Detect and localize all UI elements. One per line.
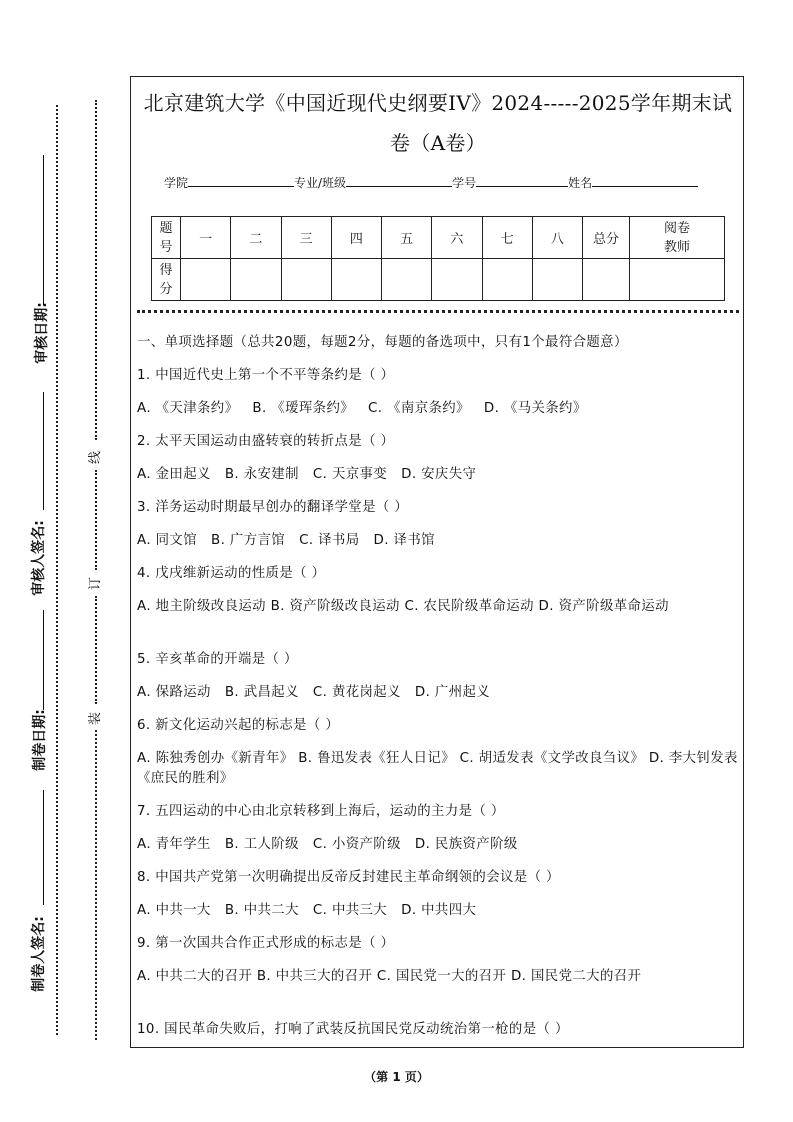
option[interactable]: D. 译书馆 bbox=[373, 533, 435, 548]
college-field[interactable] bbox=[188, 175, 294, 187]
option[interactable]: A. 同文馆 bbox=[137, 533, 198, 548]
student-info-row bbox=[164, 174, 698, 191]
option[interactable]: B. 广方言馆 bbox=[211, 533, 286, 548]
score-cell[interactable] bbox=[532, 259, 582, 301]
option[interactable]: C. 《南京条约》 bbox=[368, 401, 470, 416]
order-char: 订 bbox=[88, 576, 104, 591]
option[interactable]: D. 中共四大 bbox=[401, 903, 477, 918]
column-cell: 四 bbox=[331, 217, 381, 259]
section-heading: 一、单项选择题（总共20题，每题2分，每题的备选项中，只有1个最符合题意） bbox=[137, 335, 628, 350]
option[interactable]: A. 《天津条约》 bbox=[137, 401, 239, 416]
column-cell: 总分 bbox=[583, 217, 630, 259]
binding-line bbox=[43, 610, 44, 710]
bind-char: 装 bbox=[88, 711, 104, 726]
question-options bbox=[137, 835, 741, 855]
option[interactable]: B. 永安建制 bbox=[224, 467, 299, 482]
score-table bbox=[151, 216, 725, 301]
question-stem: 1. 中国近代史上第一个不平等条约是（ ） bbox=[137, 368, 395, 383]
score-cell[interactable] bbox=[181, 259, 231, 301]
score-cell[interactable] bbox=[331, 259, 381, 301]
column-cell: 七 bbox=[482, 217, 532, 259]
score-cell[interactable] bbox=[382, 259, 432, 301]
binding-dotted-line bbox=[56, 105, 58, 1035]
option[interactable]: B. 中共二大 bbox=[224, 903, 299, 918]
binding-dotted-line bbox=[95, 100, 97, 440]
binding-dotted-line bbox=[95, 470, 97, 570]
option[interactable]: A. 金田起义 bbox=[137, 467, 211, 482]
id-field[interactable] bbox=[476, 175, 568, 187]
score-cell[interactable] bbox=[482, 259, 532, 301]
name-label: 姓名 bbox=[568, 176, 593, 190]
option[interactable]: A. 中共一大 bbox=[137, 903, 211, 918]
auditor-sign-label: 审核人签名: bbox=[30, 520, 47, 596]
question-options bbox=[137, 465, 741, 485]
make-date-label: 制卷日期: bbox=[31, 709, 48, 771]
exam-title-line1: 北京建筑大学《中国近现代史纲要IV》2024-----2025学年期末试 bbox=[143, 91, 733, 115]
question-stem: 5. 辛亥革命的开端是（ ） bbox=[137, 652, 298, 667]
id-label: 学号 bbox=[452, 176, 477, 190]
question-stem: 9. 第一次国共合作正式形成的标志是（ ） bbox=[137, 936, 395, 951]
question-options bbox=[137, 531, 741, 551]
binding-line bbox=[43, 392, 44, 510]
exam-frame bbox=[130, 76, 744, 1048]
column-cell: 一 bbox=[181, 217, 231, 259]
score-cell[interactable] bbox=[281, 259, 331, 301]
college-label: 学院 bbox=[164, 176, 189, 190]
page-number: （第 1 页） bbox=[364, 1070, 429, 1084]
exam-title-line2: 卷（A卷） bbox=[390, 131, 486, 155]
option[interactable]: C. 中共三大 bbox=[312, 903, 388, 918]
column-cell: 二 bbox=[231, 217, 281, 259]
option[interactable]: A. 青年学生 bbox=[137, 837, 211, 852]
column-cell: 三 bbox=[281, 217, 331, 259]
score-table-header-row bbox=[152, 217, 725, 259]
line-char: 线 bbox=[88, 450, 104, 465]
question-stem: 7. 五四运动的中心由北京转移到上海后，运动的主力是（ ） bbox=[137, 804, 505, 819]
option[interactable]: C. 黄花岗起义 bbox=[312, 685, 401, 700]
question-options-text[interactable]: A. 中共二大的召开 B. 中共三大的召开 C. 国民党一大的召开 D. 国民党二大的召开 bbox=[137, 969, 642, 984]
score-cell[interactable] bbox=[231, 259, 281, 301]
option[interactable]: C. 译书局 bbox=[299, 533, 360, 548]
option[interactable]: D. 安庆失守 bbox=[401, 467, 477, 482]
score-table-score-row bbox=[152, 259, 725, 301]
option[interactable]: B. 工人阶级 bbox=[224, 837, 299, 852]
option[interactable]: A. 保路运动 bbox=[137, 685, 211, 700]
maker-sign-label: 制卷人签名: bbox=[30, 916, 47, 992]
header-cell: 得 分 bbox=[152, 259, 181, 301]
score-cell[interactable] bbox=[583, 259, 630, 301]
question-stem: 8. 中国共产党第一次明确提出反帝反封建民主革命纲领的会议是（ ） bbox=[137, 870, 560, 885]
option[interactable]: B. 武昌起义 bbox=[224, 685, 299, 700]
question-stem: 6. 新文化运动兴起的标志是（ ） bbox=[137, 718, 340, 733]
column-cell: 八 bbox=[532, 217, 582, 259]
grader-cell: 阅卷 教师 bbox=[630, 217, 725, 259]
binding-line bbox=[43, 790, 44, 905]
question-options-text[interactable]: A. 陈独秀创办《新青年》 B. 鲁迅发表《狂人日记》 C. 胡适发表《文学改良刍议》 D. 李大钊发表《庶民的胜利》 bbox=[137, 751, 738, 786]
option[interactable]: B. 《瑷珲条约》 bbox=[252, 401, 355, 416]
question-stem: 10. 国民革命失败后，打响了武装反抗国民党反动统治第一枪的是（ ） bbox=[137, 1022, 569, 1037]
question-stem: 4. 戊戌维新运动的性质是（ ） bbox=[137, 566, 326, 581]
option[interactable]: C. 小资产阶级 bbox=[312, 837, 401, 852]
binding-dotted-line bbox=[95, 730, 97, 1040]
option[interactable]: C. 天京事变 bbox=[312, 467, 388, 482]
question-options bbox=[137, 683, 741, 703]
option[interactable]: D. 《马关条约》 bbox=[483, 401, 587, 416]
major-label: 专业/班级 bbox=[294, 176, 347, 190]
name-field[interactable] bbox=[592, 175, 698, 187]
question-stem: 3. 洋务运动时期最早创办的翻译学堂是（ ） bbox=[137, 500, 409, 515]
score-cell[interactable] bbox=[432, 259, 482, 301]
score-cell[interactable] bbox=[630, 259, 725, 301]
major-field[interactable] bbox=[346, 175, 452, 187]
option[interactable]: D. 广州起义 bbox=[414, 685, 491, 700]
column-cell: 六 bbox=[432, 217, 482, 259]
audit-date-label: 审核日期: bbox=[33, 302, 50, 364]
question-options-text[interactable]: A. 地主阶级改良运动 B. 资产阶级改良运动 C. 农民阶级革命运动 D. 资产阶级革命运动 bbox=[137, 599, 669, 614]
binding-dotted-line bbox=[95, 596, 97, 704]
header-cell: 题 号 bbox=[152, 217, 181, 259]
dotted-separator bbox=[137, 310, 739, 313]
question-options bbox=[137, 399, 741, 419]
question-options bbox=[137, 901, 741, 921]
option[interactable]: D. 民族资产阶级 bbox=[414, 837, 518, 852]
question-stem: 2. 太平天国运动由盛转衰的转折点是（ ） bbox=[137, 434, 395, 449]
binding-line bbox=[43, 155, 44, 305]
column-cell: 五 bbox=[382, 217, 432, 259]
